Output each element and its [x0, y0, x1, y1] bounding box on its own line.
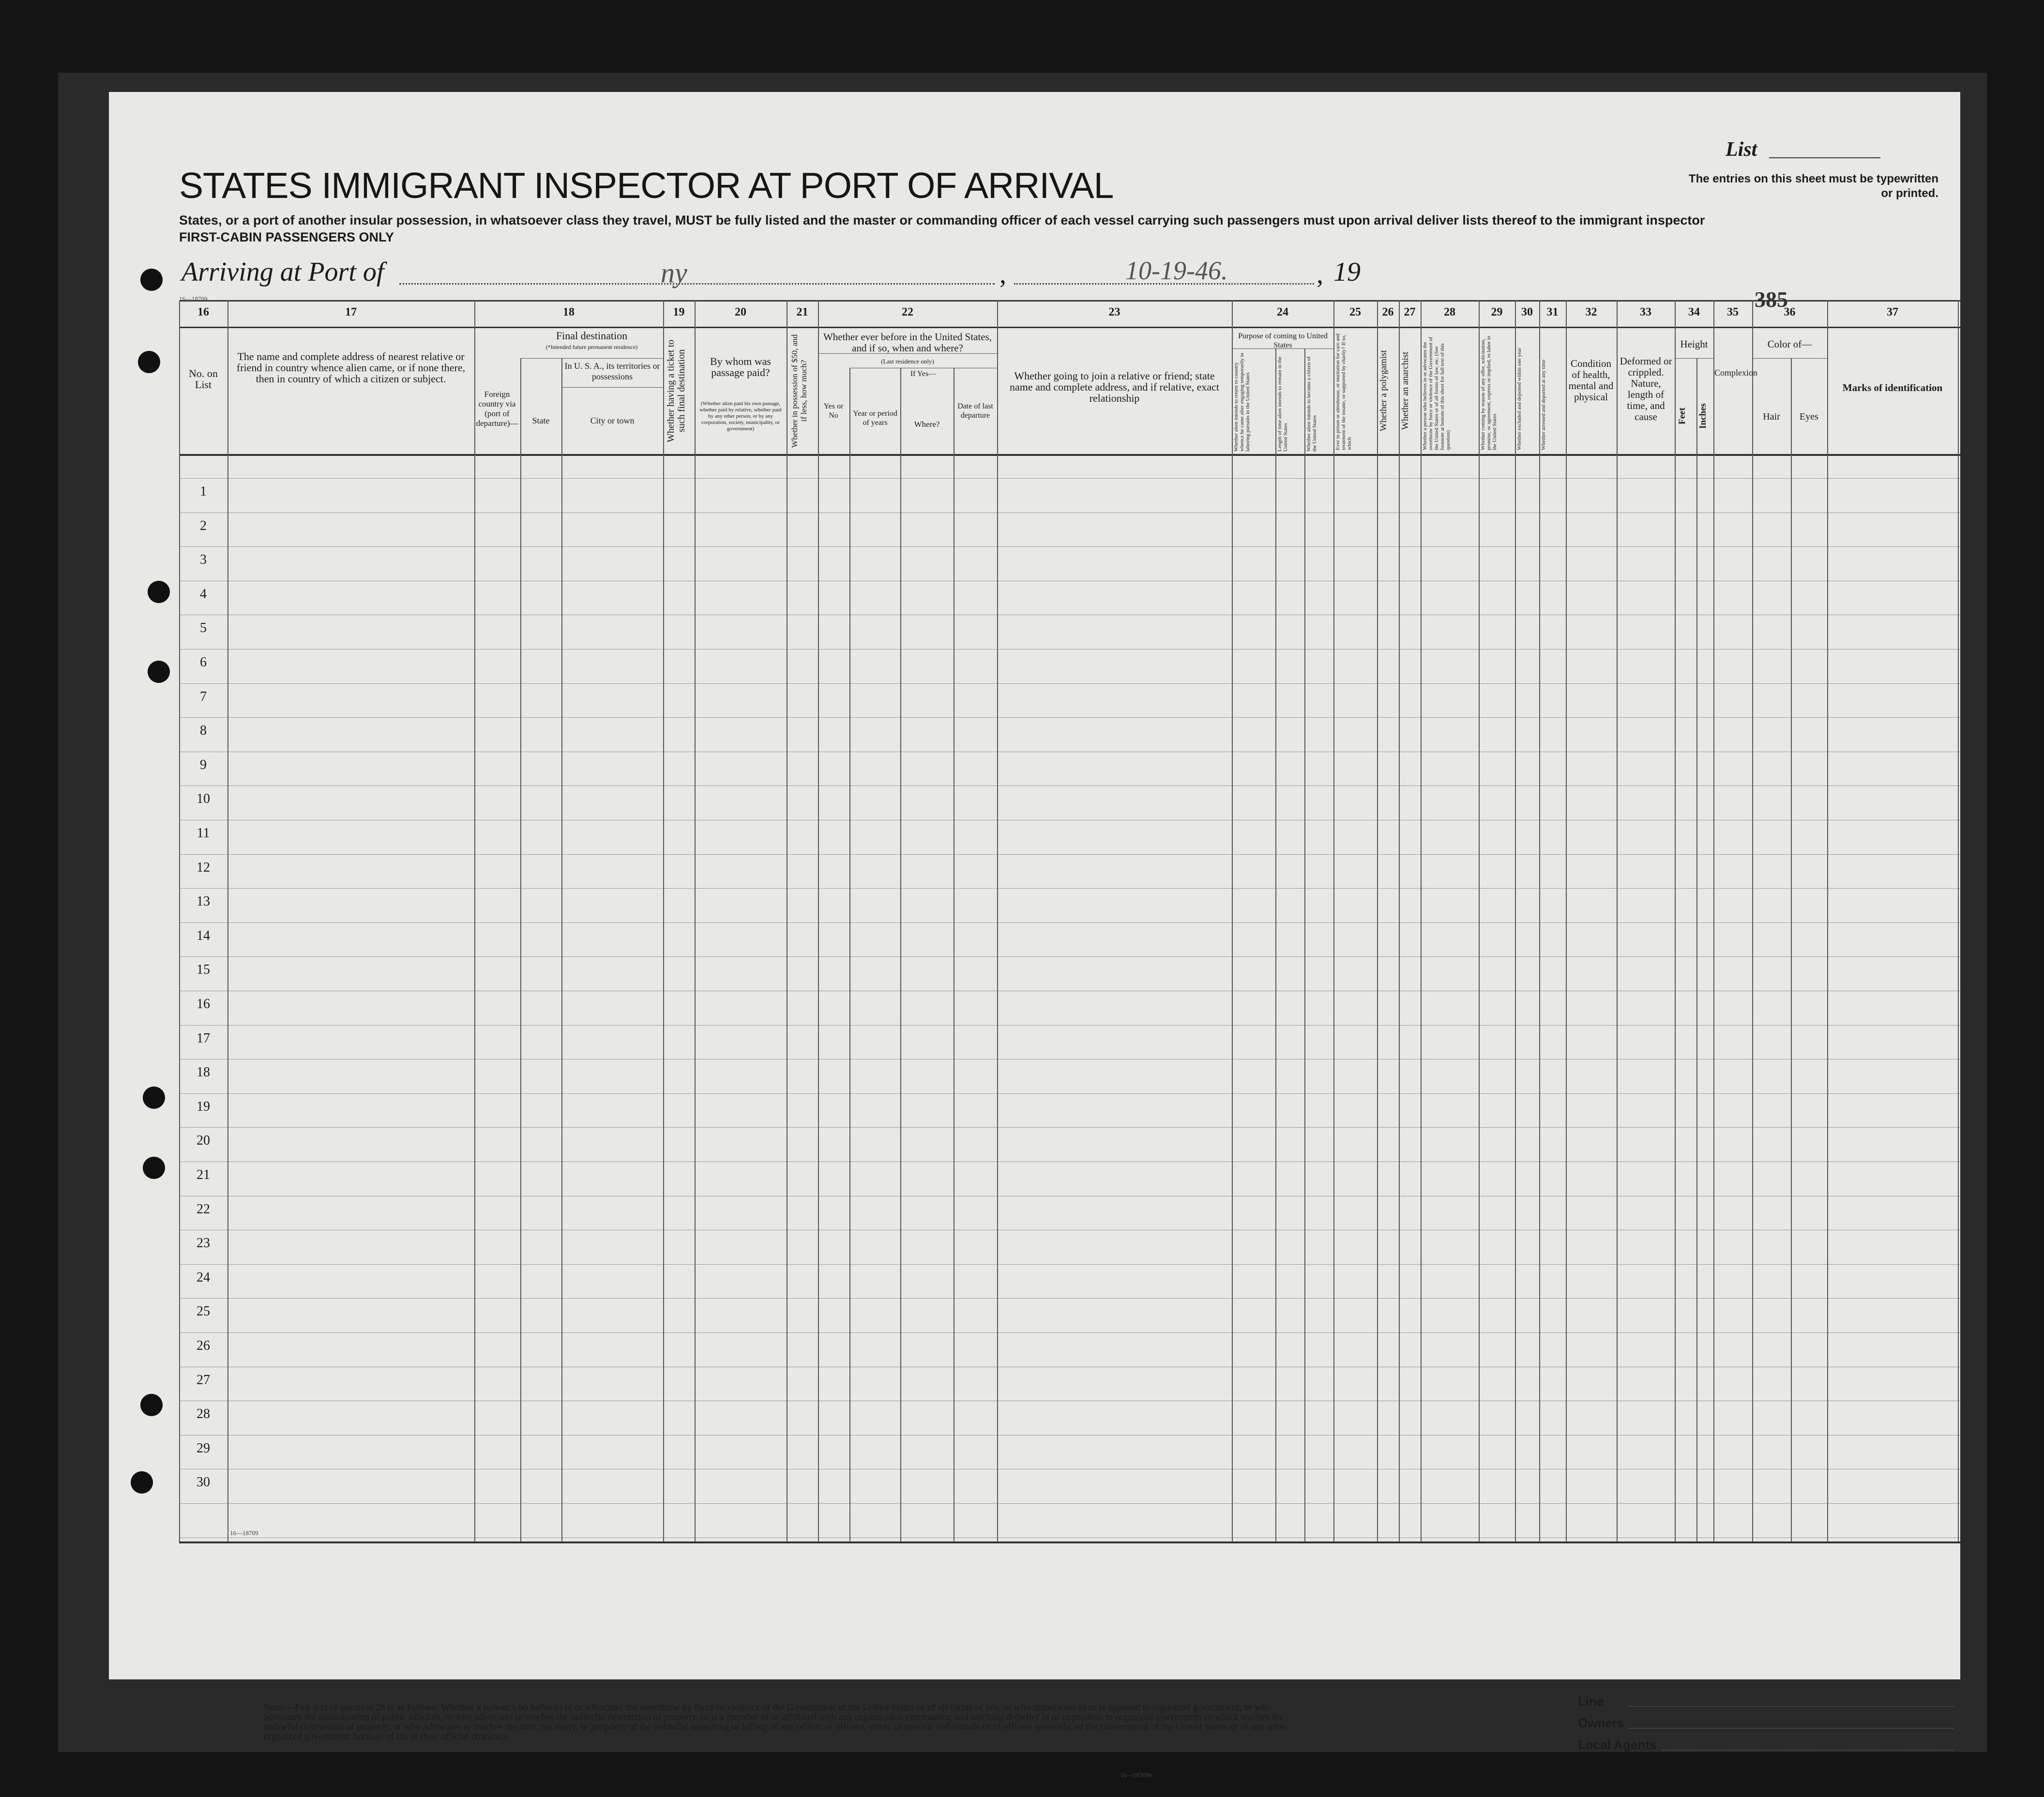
- form-number-top: 16—18709: [179, 295, 208, 302]
- header-possession-50: Whether in possession of $50, and if less, how much?: [790, 334, 808, 448]
- header-marks-identification: Marks of identification: [1842, 382, 1943, 393]
- row-number: 17: [197, 1030, 210, 1046]
- row-rule: [179, 785, 1960, 786]
- header-purpose: Purpose of coming to United States: [1238, 332, 1328, 349]
- header-height: Height: [1680, 338, 1708, 350]
- row-rule: [179, 478, 1960, 479]
- header-polygamist: Whether a polygamist: [1378, 350, 1389, 432]
- header-arrested-deported: Whether arrested and deported at any time: [1541, 360, 1546, 450]
- header-purpose-length: Length of time alien intends to remain in the United States: [1277, 356, 1288, 452]
- col-number-17: 17: [345, 306, 357, 318]
- row-number: 25: [197, 1304, 210, 1319]
- col-border: [1399, 300, 1400, 1541]
- header-nearest-relative: The name and complete address of nearest relative or friend in country whence alien came, or if none there, then in country of which a citizen or subject.: [236, 350, 466, 385]
- subtitle-instructions: States, or a port of another insular possession, in whatsoever class they travel, MUST be fully listed and the master or commanding officer of each vessel carrying such passengers must upon arrival deliver lists thereof to the immigrant inspector: [179, 213, 1705, 227]
- row-number: 1: [200, 484, 207, 499]
- sheet-number: 385: [1755, 287, 1788, 312]
- col-number-23: 23: [1108, 306, 1120, 318]
- col-number-20: 20: [735, 306, 746, 318]
- header-city-or-town: City or town: [590, 416, 635, 425]
- list-number-line: [1769, 157, 1880, 158]
- header-feet: Feet: [1677, 408, 1687, 425]
- subheader-rule: [1752, 358, 1827, 359]
- col-number-26: 26: [1382, 306, 1394, 318]
- row-number: 3: [200, 552, 207, 568]
- comma-separator: ,: [999, 259, 1006, 289]
- row-number: 23: [197, 1236, 210, 1251]
- header-prison-almshouse: Ever in prison or almshouse, or institution for care and treatment of the insane, or supported by charity? If so, which: [1335, 333, 1352, 450]
- form-number-bottom: 16—18709: [230, 1529, 258, 1537]
- row-number: 21: [197, 1167, 210, 1182]
- col-number-28: 28: [1444, 306, 1455, 318]
- col-border: [900, 368, 901, 1541]
- punch-hole: [143, 1157, 165, 1179]
- header-bottom-rule: [179, 454, 1960, 456]
- col-number-24: 24: [1277, 306, 1288, 318]
- row-rule: [179, 922, 1960, 923]
- row-number: 13: [197, 894, 210, 909]
- row-rule: [179, 1332, 1960, 1333]
- header-last-residence: (Last residence only): [881, 358, 934, 365]
- row-number: 28: [197, 1406, 210, 1422]
- row-number: 29: [197, 1440, 210, 1456]
- header-hair: Hair: [1763, 411, 1780, 422]
- header-anarchist: Whether an anarchist: [1400, 351, 1410, 430]
- col-number-16: 16: [197, 306, 209, 318]
- col-border: [1539, 300, 1540, 1541]
- punch-hole: [148, 661, 170, 683]
- port-line: [399, 283, 995, 285]
- subheader-rule: [1675, 358, 1713, 359]
- col-number-31: 31: [1546, 306, 1559, 318]
- col-border: [1275, 348, 1276, 1541]
- header-state: State: [532, 416, 550, 425]
- col-border: [1232, 300, 1233, 1541]
- row-rule: [179, 854, 1960, 855]
- col-border: [849, 368, 850, 1541]
- col-number-30: 30: [1521, 306, 1533, 318]
- row-number: 26: [197, 1338, 210, 1353]
- punch-hole: [143, 1087, 165, 1109]
- col-border: [1377, 300, 1378, 1541]
- col-border: [1333, 300, 1334, 1541]
- punch-hole: [131, 1471, 153, 1494]
- header-no-on-list: No. on List: [189, 367, 218, 391]
- col-number-19: 19: [673, 306, 685, 318]
- page-title: STATES IMMIGRANT INSPECTOR AT PORT OF ARRIVAL: [179, 165, 1114, 206]
- punch-hole: [148, 581, 170, 603]
- row-rule: [179, 546, 1960, 547]
- row-rule: [179, 1503, 1960, 1504]
- header-purpose-return: Whether alien intends to return to country whence he came after engaging temporarily in laboring pursuits in the United States: [1233, 352, 1251, 452]
- manifest-table: [179, 300, 1960, 1541]
- punch-hole: [140, 269, 163, 291]
- owners-field: [1629, 1728, 1953, 1729]
- local-agents-label: Local Agents: [1578, 1737, 1657, 1752]
- subheader-rule: [561, 387, 663, 388]
- row-number: 16: [197, 997, 210, 1012]
- header-offer-labor: Whether coming by reason of any offer, solicitation, promise, or agreement, express or implied, to labor in the United States: [1480, 335, 1498, 450]
- header-date-last-departure: Date of last departure: [957, 402, 993, 420]
- header-if-yes: If Yes—: [910, 370, 937, 378]
- col-number-27: 27: [1404, 306, 1416, 318]
- row-number: 12: [197, 860, 210, 875]
- row-number: 15: [197, 962, 210, 978]
- row-rule: [179, 1264, 1960, 1265]
- header-overthrow: Whether a person who believes in or advocates the overthrow by force or violence of the Government of the United States or of all forms of law, etc. (See footnote at bottom of this sheet for full text of this question): [1422, 337, 1451, 450]
- row-number: 10: [197, 791, 210, 807]
- col-border: [1421, 300, 1422, 1541]
- header-complexion: Complexion: [1714, 368, 1757, 378]
- col-border: [1304, 348, 1305, 1541]
- list-label: List: [1726, 138, 1757, 161]
- header-condition-health: Condition of health, mental and physical: [1568, 358, 1614, 403]
- row-number: 11: [197, 826, 210, 841]
- header-passage-paid: By whom was passage paid?: [710, 355, 771, 378]
- col-number-36: 36: [1784, 306, 1796, 318]
- punch-hole: [138, 351, 160, 373]
- port-handwritten: ny: [661, 257, 687, 288]
- row-rule: [179, 683, 1960, 684]
- header-purpose-citizen: Whether alien intends to become a citizen of the United States: [1306, 356, 1317, 452]
- column-number-rule: [179, 327, 1960, 328]
- passenger-class: FIRST-CABIN PASSENGERS ONLY: [179, 230, 394, 244]
- date-handwritten: 10-19-46.: [1125, 256, 1228, 285]
- header-ever-before: Whether ever before in the United States, and if so, when and where?: [823, 331, 992, 354]
- row-number: 20: [197, 1133, 210, 1148]
- row-number: 9: [200, 757, 207, 772]
- col-number-21: 21: [796, 306, 808, 318]
- col-border: [818, 300, 819, 1541]
- col-number-32: 32: [1585, 306, 1597, 318]
- header-year-period: Year or period of years: [853, 409, 897, 427]
- table-bottom-rule: [179, 1541, 1960, 1543]
- line-label: Line: [1578, 1694, 1604, 1708]
- row-number: 7: [200, 689, 207, 704]
- header-deformed-crippled: Deformed or crippled. Nature, length of time, and cause: [1620, 355, 1672, 423]
- col-border: [663, 300, 664, 1541]
- row-rule: [179, 1093, 1960, 1094]
- col-number-34: 34: [1688, 306, 1700, 318]
- year-prefix: 19: [1333, 257, 1361, 287]
- header-yes-or-no: Yes or No: [823, 402, 844, 420]
- col-border: [997, 300, 998, 1541]
- row-number: 14: [197, 928, 210, 943]
- header-passage-paid-note: (Whether alien paid his own passage, whether paid by relative, whether paid by any other person, or by any corporation, society, municipality, or government): [699, 401, 782, 432]
- col-number-37: 37: [1887, 306, 1898, 318]
- col-border: [1515, 300, 1516, 1541]
- col-number-33: 33: [1640, 306, 1651, 318]
- row-rule: [179, 717, 1960, 718]
- col-border: [1827, 300, 1828, 1541]
- row-rule: [179, 1025, 1960, 1026]
- row-rule: [179, 1127, 1960, 1128]
- row-number: 18: [197, 1065, 210, 1080]
- row-number: 5: [200, 620, 207, 636]
- col-border: [1713, 300, 1714, 1541]
- col-number-29: 29: [1491, 306, 1503, 318]
- header-final-destination: Final destination: [556, 330, 628, 342]
- col-border: [1617, 300, 1618, 1541]
- row-number: 22: [197, 1201, 210, 1217]
- footnote-form-number: 16—18709b: [1120, 1771, 1152, 1779]
- row-number: 6: [200, 655, 207, 670]
- footnote-question-28: Note.—Full text of question 28 is as follows: Whether a person who believes in or advocates the overthrow by force or violence of the Government of the United States or of all forms of law, or who disbelieves in or is opposed to organized government, or who advocates the assassination of public officials, or who advocates or teaches the unlawful destruction of property, or is a member of or affiliated with any organization entertaining and teaching disbelief in or opposition to organized government or which teaches the unlawful destruction of property, or who advocates or teaches the duty, necessity, or propriety of the unlawful assaulting or killing of any officer or officers, either of specific individuals or of officers generally, of the Government of the United States or of any other organized government because of his or their official character.: [264, 1702, 1287, 1742]
- row-number: 4: [200, 586, 207, 602]
- col-border: [1696, 358, 1697, 1541]
- col-border: [1566, 300, 1567, 1541]
- col-border: [561, 358, 562, 1541]
- local-agents-field: [1663, 1750, 1953, 1751]
- row-number: 24: [197, 1269, 210, 1285]
- col-border: [474, 300, 475, 1541]
- header-foreign-country: Foreign country via (port of departure)—: [476, 390, 518, 428]
- owners-label: Owners: [1578, 1716, 1624, 1730]
- col-border: [1752, 300, 1753, 1541]
- header-excluded-deported: Whether excluded and deported within one year: [1516, 347, 1522, 450]
- header-where: Where?: [914, 420, 940, 429]
- row-number: 8: [200, 723, 207, 739]
- col-border: [520, 358, 521, 1541]
- col-border: [1791, 358, 1792, 1541]
- arriving-at-port-label: Arriving at Port of: [182, 257, 384, 287]
- table-top-rule: [179, 300, 1960, 302]
- row-rule: [179, 956, 1960, 957]
- header-join-relative: Whether going to join a relative or friend; state name and complete address, and if relative, exact relationship: [1009, 370, 1220, 404]
- row-number: 30: [197, 1475, 210, 1490]
- subheader-rule: [520, 358, 663, 359]
- header-eyes: Eyes: [1800, 411, 1818, 422]
- row-number: 2: [200, 518, 207, 533]
- col-border: [227, 300, 228, 1541]
- manifest-sheet: [109, 92, 1960, 1779]
- header-inches: Inches: [1698, 403, 1708, 429]
- col-number-35: 35: [1727, 306, 1739, 318]
- col-number-22: 22: [902, 306, 913, 318]
- header-final-destination-note: (*Intended future permanent residence): [545, 344, 638, 350]
- col-border: [1675, 300, 1676, 1541]
- row-number: 19: [197, 1099, 210, 1114]
- comma-separator-2: ,: [1317, 259, 1323, 289]
- punch-hole: [140, 1394, 163, 1416]
- header-color-of: Color of—: [1767, 338, 1812, 350]
- col-number-25: 25: [1349, 306, 1361, 318]
- col-number-18: 18: [563, 306, 575, 318]
- header-ticket: Whether having a ticket to such final destination: [666, 339, 687, 442]
- col-border: [695, 300, 696, 1541]
- row-rule: [179, 888, 1960, 889]
- row-number: 27: [197, 1372, 210, 1388]
- line-field: [1629, 1706, 1953, 1707]
- col-border: [1479, 300, 1480, 1541]
- row-rule: [179, 1298, 1960, 1299]
- header-in-usa: In U. S. A., its territories or possessions: [564, 361, 660, 381]
- typewritten-instructions: The entries on this sheet must be typewritten or printed.: [1688, 172, 1938, 200]
- col-border: [1958, 300, 1959, 1541]
- col-border: [179, 300, 180, 1541]
